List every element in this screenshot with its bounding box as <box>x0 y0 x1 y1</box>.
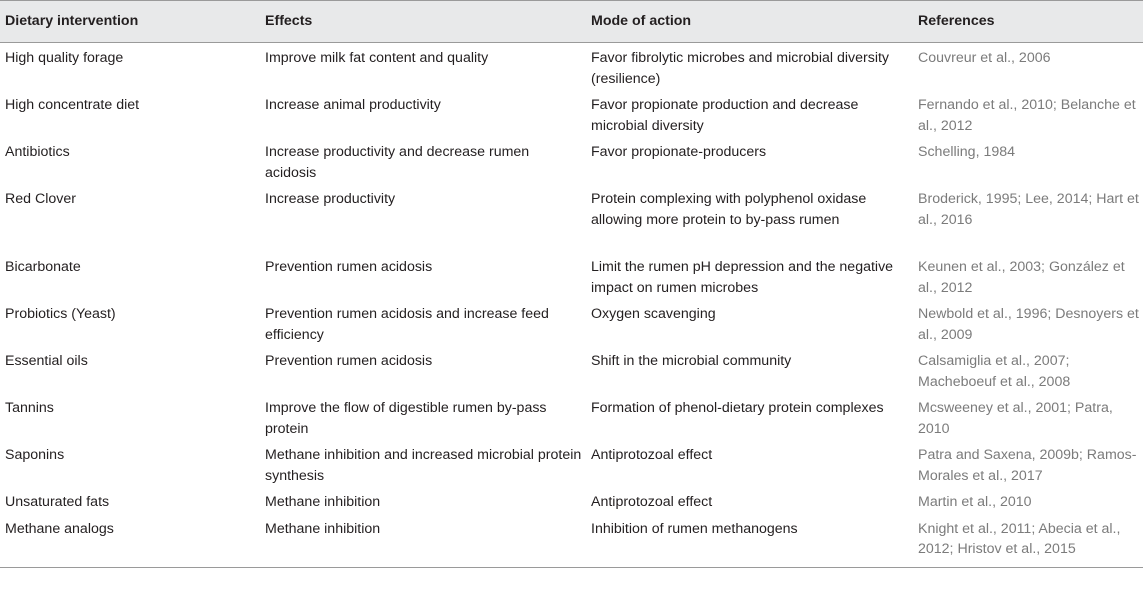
effects-cell: Improve milk fat content and quality <box>265 50 489 66</box>
references-cell: Keunen et al., 2003; González et al., 2012 <box>918 259 1125 296</box>
mode-cell: Favor propionate-producers <box>591 144 767 160</box>
effects-cell: Increase animal productivity <box>265 97 441 113</box>
mode-cell: Favor fibrolytic microbes and microbial diversity (resilience) <box>591 50 890 87</box>
references-cell: Mcsweeney et al., 2001; Patra, 2010 <box>918 400 1113 437</box>
references-cell: Calsamiglia et al., 2007; Macheboeuf et al., 2008 <box>918 353 1071 390</box>
table-row <box>0 252 1143 299</box>
header-row <box>0 1 1143 43</box>
intervention-cell: Methane analogs <box>0 514 262 568</box>
effects-cell: Prevention rumen acidosis and increase feed efficiency <box>265 306 549 343</box>
references-cell: Newbold et al., 1996; Desnoyers et al., 2009 <box>918 306 1139 343</box>
effects-cell: Prevention rumen acidosis <box>265 353 433 369</box>
intervention-cell: Essential oils <box>5 353 88 369</box>
effects-cell: Increase productivity and decrease rumen acidosis <box>265 144 530 181</box>
references-cell: Martin et al., 2010 <box>918 494 1032 510</box>
table-row <box>0 90 1143 137</box>
intervention-cell: Antibiotics <box>5 144 70 160</box>
effects-cell: Methane inhibition <box>262 514 588 568</box>
references-cell: Patra and Saxena, 2009b; Ramos-Morales et al., 2017 <box>918 447 1137 484</box>
table-body <box>0 43 1143 568</box>
mode-cell: Antiprotozoal effect <box>591 494 713 510</box>
mode-cell: Favor propionate production and decrease microbial diversity <box>591 97 859 134</box>
header-dietary-intervention: Dietary intervention <box>0 1 262 43</box>
table-row <box>0 137 1143 184</box>
effects-cell: Increase productivity <box>265 191 396 207</box>
table-row <box>0 43 1143 91</box>
header-mode-of-action: Mode of action <box>588 1 915 43</box>
table-row <box>0 346 1143 393</box>
references-cell: Broderick, 1995; Lee, 2014; Hart et al., 2016 <box>918 191 1139 228</box>
references-cell: Schelling, 1984 <box>918 144 1016 160</box>
mode-cell: Inhibition of rumen methanogens <box>588 514 915 568</box>
table-row <box>0 184 1143 252</box>
table-row <box>0 487 1143 514</box>
mode-cell: Shift in the microbial community <box>591 353 792 369</box>
mode-cell: Protein complexing with polyphenol oxidase allowing more protein to by-pass rumen <box>591 191 867 228</box>
mode-cell: Oxygen scavenging <box>591 306 716 322</box>
intervention-cell: Tannins <box>5 400 54 416</box>
intervention-cell: Bicarbonate <box>5 259 81 275</box>
intervention-cell: Probiotics (Yeast) <box>5 306 116 322</box>
table-header <box>0 1 1143 43</box>
effects-cell: Prevention rumen acidosis <box>265 259 433 275</box>
references-cell: Fernando et al., 2010; Belanche et al., 2012 <box>918 97 1136 134</box>
effects-cell: Methane inhibition <box>265 494 381 510</box>
intervention-cell: Red Clover <box>5 191 76 207</box>
mode-cell: Antiprotozoal effect <box>591 447 713 463</box>
intervention-cell: Saponins <box>5 447 65 463</box>
effects-cell: Improve the flow of digestible rumen by-pass protein <box>265 400 547 437</box>
references-cell: Couvreur et al., 2006 <box>918 50 1051 66</box>
table-row <box>0 393 1143 440</box>
intervention-cell: High quality forage <box>5 50 124 66</box>
mode-cell: Formation of phenol-dietary protein complexes <box>591 400 884 416</box>
intervention-cell: Unsaturated fats <box>5 494 110 510</box>
header-references: References <box>915 1 1143 43</box>
mode-cell: Limit the rumen pH depression and the negative impact on rumen microbes <box>591 259 894 296</box>
references-cell: Knight et al., 2011; Abecia et al., 2012; Hristov et al., 2015 <box>915 514 1143 568</box>
intervention-cell: High concentrate diet <box>5 97 140 113</box>
table-row <box>0 299 1143 346</box>
effects-cell: Methane inhibition and increased microbial protein synthesis <box>265 447 582 484</box>
table-row <box>0 440 1143 487</box>
header-effects: Effects <box>262 1 588 43</box>
table-row <box>0 514 1143 568</box>
